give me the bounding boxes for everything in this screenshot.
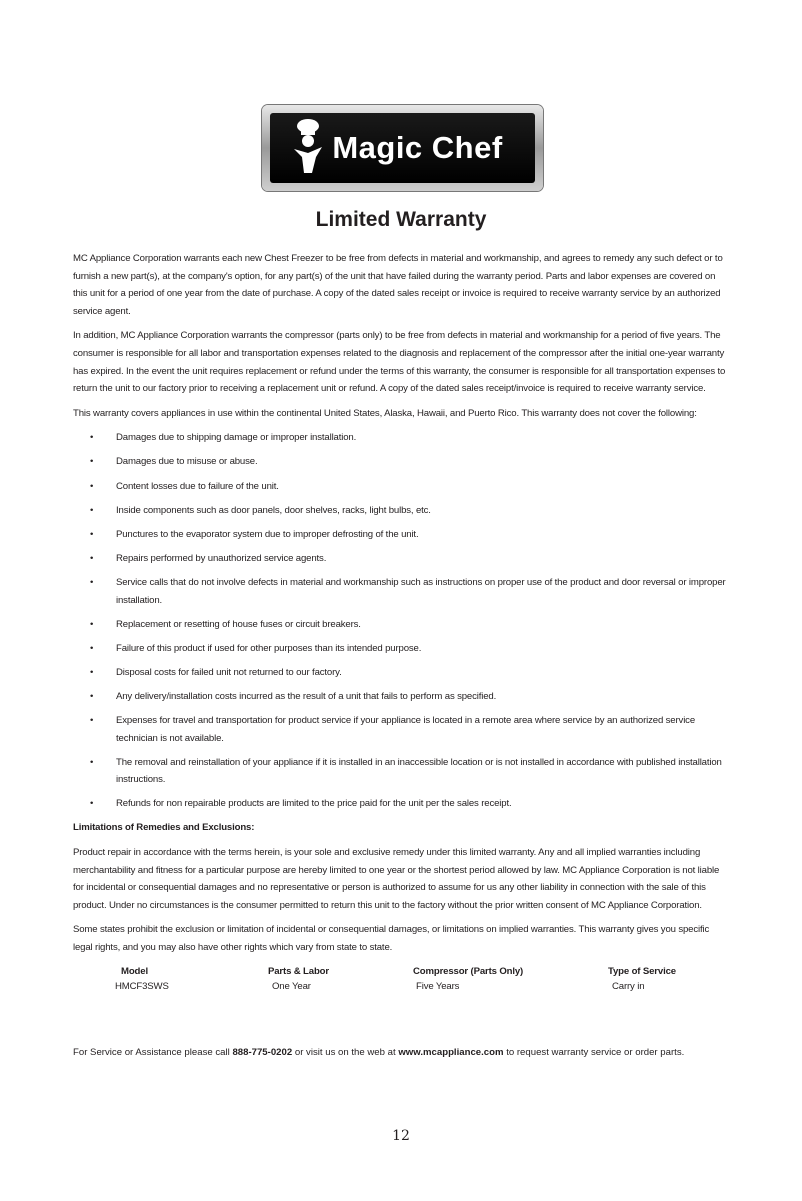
- bullet-icon: •: [90, 504, 94, 516]
- footer-text: or visit us on the web at: [292, 1047, 399, 1058]
- list-item: [73, 712, 727, 747]
- logo-text: Magic Chef: [332, 130, 503, 165]
- list-item: [73, 688, 727, 706]
- list-item: [73, 754, 727, 789]
- paragraph: MC Appliance Corporation warrants each new Chest Freezer to be free from defects in material and workmanship, and agrees to remedy any such defect or to furnish a new part(s), at the company's option, for any part(s) of the unit that have failed during the warranty period. Parts and labor expenses are covered on this unit for a period of one year from the date of purchase. A copy of the dated sales receipt or invoice is required to receive warranty service by an authorized service agent.: [73, 253, 723, 317]
- bullet-icon: •: [90, 528, 94, 540]
- limitations-heading: Limitations of Remedies and Exclusions:: [73, 822, 255, 834]
- list-item-text: Inside components such as door panels, door shelves, racks, light bulbs, etc.: [116, 504, 431, 516]
- table-cell: One Year: [272, 980, 311, 992]
- list-item: [73, 478, 727, 496]
- list-item-text: Refunds for non repairable products are limited to the price paid for the unit per the sales receipt.: [116, 798, 512, 810]
- paragraph: Product repair in accordance with the terms herein, is your sole and exclusive remedy under this limited warranty. Any and all implied warranties including merchantability and fitness for a particular purpose are hereby limited to one year or the shortest period allowed by law. MC Appliance Corporation is not liable for incidental or consequential damages and no representative or person is authorized to assume for us any other liability in connection with the sale of this product. Under no circumstances is the consumer permitted to return this unit to the factory without the prior written consent of MC Appliance Corporation.: [73, 847, 720, 911]
- bullet-icon: •: [90, 798, 94, 810]
- bullet-icon: •: [90, 432, 94, 444]
- list-item-text: Service calls that do not involve defects in material and workmanship such as instructions on proper use of the product and door reversal or improper installation.: [116, 576, 726, 606]
- list-item-text: Repairs performed by unauthorized service agents.: [116, 552, 327, 564]
- exclusions-list: [73, 429, 727, 813]
- bullet-icon: •: [90, 456, 94, 468]
- list-item: [73, 795, 727, 813]
- magic-chef-logo: [262, 105, 543, 191]
- list-item: [73, 664, 727, 682]
- list-item: [73, 453, 727, 471]
- bullet-icon: •: [90, 642, 94, 654]
- table-header: Parts & Labor: [268, 965, 329, 977]
- list-item-text: Replacement or resetting of house fuses or circuit breakers.: [116, 618, 361, 630]
- table-cell: HMCF3SWS: [115, 980, 169, 992]
- bullet-icon: •: [90, 690, 94, 702]
- footer-text: to request warranty service or order parts.: [503, 1047, 685, 1058]
- paragraph: In addition, MC Appliance Corporation warrants the compressor (parts only) to be free from defects in material and workmanship for a period of five years. The consumer is responsible for all labor and transportation expenses related to the diagnosis and replacement of the compressor after the initial one-year warranty has expired. In the event the unit requires replacement or refund under the terms of this warranty, the consumer is responsible for all transportation expenses to return the unit to our factory prior to receiving a replacement unit or refund. A copy of the dated sales receipt/invoice is required to receive warranty service.: [73, 330, 726, 395]
- warranty-table: [73, 964, 676, 994]
- table-cell: Five Years: [416, 980, 460, 992]
- list-item: [73, 574, 727, 609]
- bullet-icon: •: [90, 714, 94, 726]
- footer-text: For Service or Assistance please call: [73, 1047, 233, 1058]
- list-item: [73, 550, 727, 568]
- paragraph: Some states prohibit the exclusion or limitation of incidental or consequential damages, or limitations on implied warranties. This warranty gives you specific legal rights, and you may also have other rights which vary from state to state.: [73, 924, 710, 953]
- list-item: [73, 429, 727, 447]
- phone-number: 888-775-0202: [232, 1047, 293, 1058]
- bullet-icon: •: [90, 552, 94, 564]
- warranty-body: [73, 250, 727, 994]
- bullet-icon: •: [90, 480, 94, 492]
- table-header: Compressor (Parts Only): [413, 965, 524, 977]
- list-item-text: Punctures to the evaporator system due to improper defrosting of the unit.: [116, 528, 419, 540]
- service-footer: [73, 1047, 684, 1058]
- bullet-icon: •: [90, 576, 94, 588]
- page-title: Limited Warranty: [315, 208, 487, 231]
- list-item: [73, 502, 727, 520]
- bullet-icon: •: [90, 618, 94, 630]
- list-item-text: Any delivery/installation costs incurred as the result of a unit that fails to perform as specified.: [116, 690, 497, 702]
- list-item-text: Damages due to shipping damage or improper installation.: [116, 432, 357, 444]
- list-item: [73, 616, 727, 634]
- list-item: [73, 640, 727, 658]
- bullet-icon: •: [90, 666, 94, 678]
- list-item-text: Expenses for travel and transportation for product service if your appliance is located in a remote area where service by an authorized service technician is not available.: [116, 714, 696, 744]
- chef-icon: [288, 117, 328, 179]
- website-link[interactable]: www.mcappliance.com: [398, 1047, 504, 1058]
- table-header: Model: [121, 965, 148, 977]
- list-item-text: Disposal costs for failed unit not returned to our factory.: [116, 666, 342, 678]
- list-item-text: The removal and reinstallation of your appliance if it is installed in an inaccessible location or is not installed in accordance with published installation instructions.: [116, 756, 722, 786]
- list-item-text: Failure of this product if used for other purposes than its intended purpose.: [116, 642, 422, 654]
- table-header: Type of Service: [608, 965, 676, 977]
- page-number: 12: [392, 1128, 410, 1144]
- bullet-icon: •: [90, 756, 94, 768]
- list-item-text: Content losses due to failure of the unit.: [116, 480, 279, 492]
- table-cell: Carry in: [612, 980, 645, 992]
- list-item: [73, 526, 727, 544]
- list-item-text: Damages due to misuse or abuse.: [116, 456, 258, 468]
- paragraph: This warranty covers appliances in use within the continental United States, Alaska, Hawaii, and Puerto Rico. This warranty does not cover the following:: [73, 407, 697, 419]
